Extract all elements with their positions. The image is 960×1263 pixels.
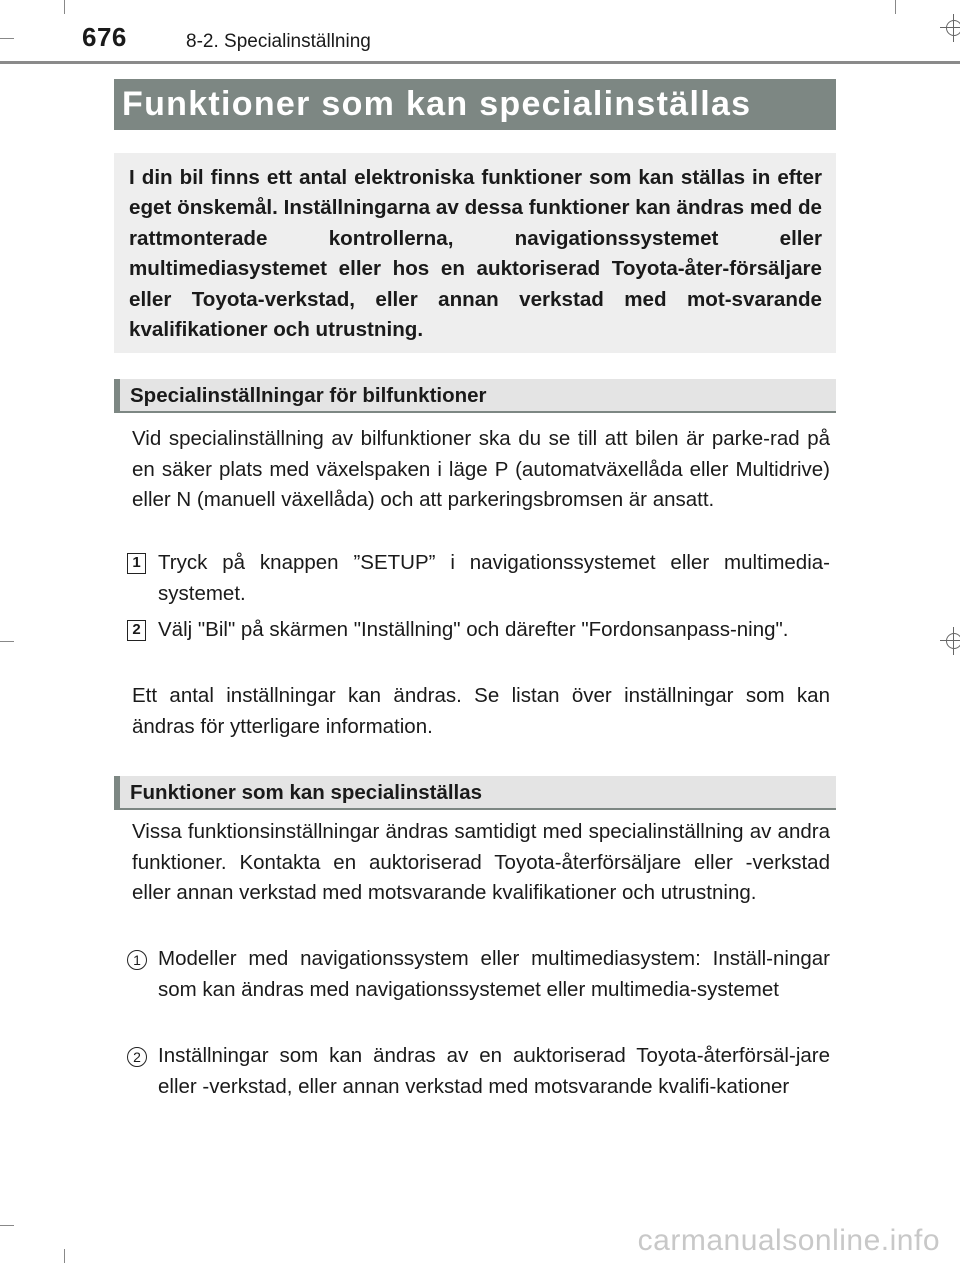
section-paragraph: Vissa funktionsinställningar ändras samtidigt med specialinställning av andra funktioner. Kontakta en auktoriserad Toyota-återförsäljare eller -verkstad eller annan verkstad med motsvarande kvalifikationer och utrustning. [132, 820, 830, 904]
crop-mark [0, 641, 14, 642]
list-item: Inställningar som kan ändras av en auktoriserad Toyota-återförsäl-jare eller -verkstad, eller annan verkstad med motsvarande kvalifi-kationer [158, 1044, 830, 1098]
crop-mark [64, 1249, 65, 1263]
section-heading: Specialinställningar för bilfunktioner [114, 379, 836, 413]
crop-mark [0, 38, 14, 39]
section-paragraph: Vid specialinställning av bilfunktioner ska du se till att bilen är parke-rad på en säker plats med växelspaken i läge P (automatväxellåda eller Multidrive) eller N (manuell växellåda) och att parkeringsbromsen är ansatt. [132, 427, 830, 511]
step-text: Välj "Bil" på skärmen "Inställning" och därefter "Fordonsanpass-ning". [158, 618, 789, 641]
list-number: 2 [127, 1047, 147, 1067]
page-number: 676 [82, 22, 127, 52]
list-item: Modeller med navigationssystem eller multimediasystem: Inställ-ningar som kan ändras med navigationssystemet eller multimedia-systemet [158, 947, 830, 1001]
intro-box: I din bil finns ett antal elektroniska funktioner som kan ställas in efter eget önskemål. Inställningarna av dessa funktioner kan ändras med de rattmonterade kontrollerna, navigationssystemet eller multimediasystemet eller hos en auktoriserad Toyota-åter-försäljare eller Toyota-verkstad, eller annan verkstad med mot-svarande kvalifikationer och utrustning. [114, 153, 836, 353]
crop-mark [895, 0, 896, 14]
section-paragraph: Ett antal inställningar kan ändras. Se listan över inställningar som kan ändras för ytterligare information. [132, 684, 830, 738]
step-number: 1 [127, 553, 146, 574]
registration-mark-icon [940, 627, 960, 655]
step-text: Tryck på knappen ”SETUP” i navigationssystemet eller multimedia-systemet. [158, 551, 830, 605]
page-title: Funktioner som kan specialinställas [114, 79, 836, 130]
watermark: carmanualsonline.info [637, 1224, 940, 1257]
step-number: 2 [127, 620, 146, 641]
registration-mark-icon [940, 14, 960, 42]
list-number: 1 [127, 950, 147, 970]
crop-mark [0, 1225, 14, 1226]
section-label: 8-2. Specialinställning [186, 31, 371, 52]
header-rule [0, 61, 960, 64]
section-heading: Funktioner som kan specialinställas [114, 776, 836, 810]
crop-mark [64, 0, 65, 14]
